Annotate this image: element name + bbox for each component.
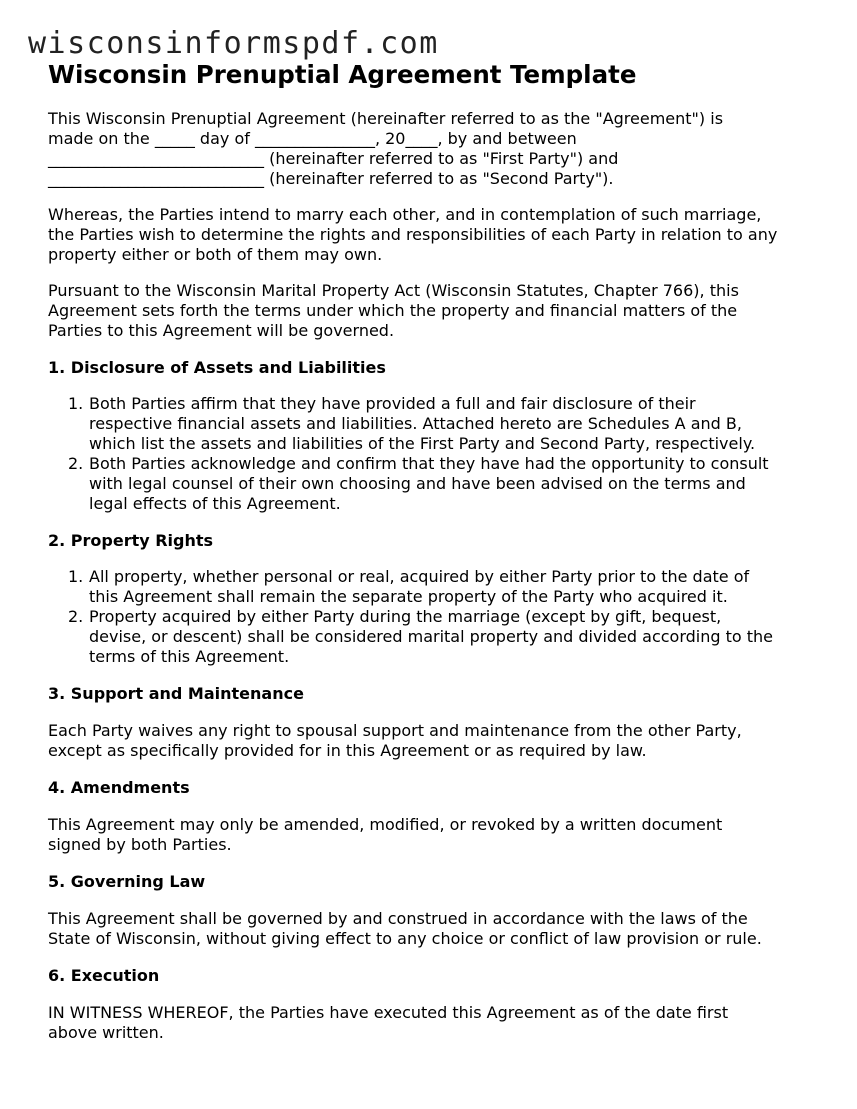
pursuant-line: Agreement sets forth the terms under which the property and financial matters of the xyxy=(48,301,738,320)
execution-paragraph xyxy=(48,1003,823,1043)
whereas-line: Whereas, the Parties intend to marry each other, and in contemplation of such marriage, xyxy=(48,205,762,224)
governing-law-paragraph xyxy=(48,909,823,949)
list-item-line: All property, whether personal or real, acquired by either Party prior to the date of xyxy=(89,567,750,586)
intro-paragraph xyxy=(48,109,823,189)
list-item-line: devise, or descent) shall be considered marital property and divided according to the xyxy=(89,627,774,646)
disclosure-list xyxy=(48,394,823,514)
list-item-line: legal effects of this Agreement. xyxy=(89,494,341,513)
list-item xyxy=(48,394,823,454)
pursuant-line: Parties to this Agreement will be governed. xyxy=(48,321,395,340)
support-line: except as specifically provided for in this Agreement or as required by law. xyxy=(48,741,647,760)
intro-line: made on the _____ day of _______________, 20____, by and between xyxy=(48,129,577,148)
section-heading-property-rights: 2. Property Rights xyxy=(48,531,214,550)
list-item-line: with legal counsel of their own choosing and have been advised on the terms and xyxy=(89,474,746,493)
list-item-line: Property acquired by either Party during the marriage (except by gift, bequest, xyxy=(89,607,722,626)
list-item-number: 2. xyxy=(68,607,84,626)
list-item-line: which list the assets and liabilities of the First Party and Second Party, respectively. xyxy=(89,434,756,453)
watermark: wisconsinformspdf.com xyxy=(28,26,439,61)
document-title: Wisconsin Prenuptial Agreement Template xyxy=(48,60,637,89)
list-item-number: 1. xyxy=(68,567,84,586)
list-item xyxy=(48,607,823,667)
section-heading-governing-law: 5. Governing Law xyxy=(48,872,206,891)
execution-line: above written. xyxy=(48,1023,164,1042)
pursuant-line: Pursuant to the Wisconsin Marital Property Act (Wisconsin Statutes, Chapter 766), this xyxy=(48,281,739,300)
list-item-number: 1. xyxy=(68,394,84,413)
list-item xyxy=(48,454,823,514)
pursuant-paragraph xyxy=(48,281,823,341)
section-heading-support: 3. Support and Maintenance xyxy=(48,684,304,703)
amendments-line: signed by both Parties. xyxy=(48,835,232,854)
list-item-line: terms of this Agreement. xyxy=(89,647,290,666)
whereas-paragraph xyxy=(48,205,823,265)
whereas-line: property either or both of them may own. xyxy=(48,245,383,264)
property-rights-list xyxy=(48,567,823,667)
list-item-line: this Agreement shall remain the separate property of the Party who acquired it. xyxy=(89,587,728,606)
execution-line: IN WITNESS WHEREOF, the Parties have executed this Agreement as of the date first xyxy=(48,1003,729,1022)
section-heading-amendments: 4. Amendments xyxy=(48,778,190,797)
amendments-line: This Agreement may only be amended, modified, or revoked by a written document xyxy=(48,815,723,834)
intro-line: ___________________________ (hereinafter referred to as "Second Party"). xyxy=(48,169,614,188)
intro-line: This Wisconsin Prenuptial Agreement (hereinafter referred to as the "Agreement") is xyxy=(48,109,724,128)
section-heading-disclosure: 1. Disclosure of Assets and Liabilities xyxy=(48,358,386,377)
list-item-number: 2. xyxy=(68,454,84,473)
intro-line: ___________________________ (hereinafter referred to as "First Party") and xyxy=(48,149,619,168)
list-item-line: Both Parties acknowledge and confirm that they have had the opportunity to consult xyxy=(89,454,769,473)
governing-law-line: State of Wisconsin, without giving effect to any choice or conflict of law provision or rule. xyxy=(48,929,762,948)
governing-law-line: This Agreement shall be governed by and construed in accordance with the laws of the xyxy=(48,909,748,928)
support-paragraph xyxy=(48,721,823,761)
section-heading-execution: 6. Execution xyxy=(48,966,160,985)
document-body xyxy=(48,58,823,1043)
list-item-line: Both Parties affirm that they have provided a full and fair disclosure of their xyxy=(89,394,696,413)
whereas-line: the Parties wish to determine the rights and responsibilities of each Party in relation to any xyxy=(48,225,778,244)
list-item-line: respective financial assets and liabilities. Attached hereto are Schedules A and B, xyxy=(89,414,742,433)
amendments-paragraph xyxy=(48,815,823,855)
list-item xyxy=(48,567,823,607)
support-line: Each Party waives any right to spousal support and maintenance from the other Party, xyxy=(48,721,742,740)
